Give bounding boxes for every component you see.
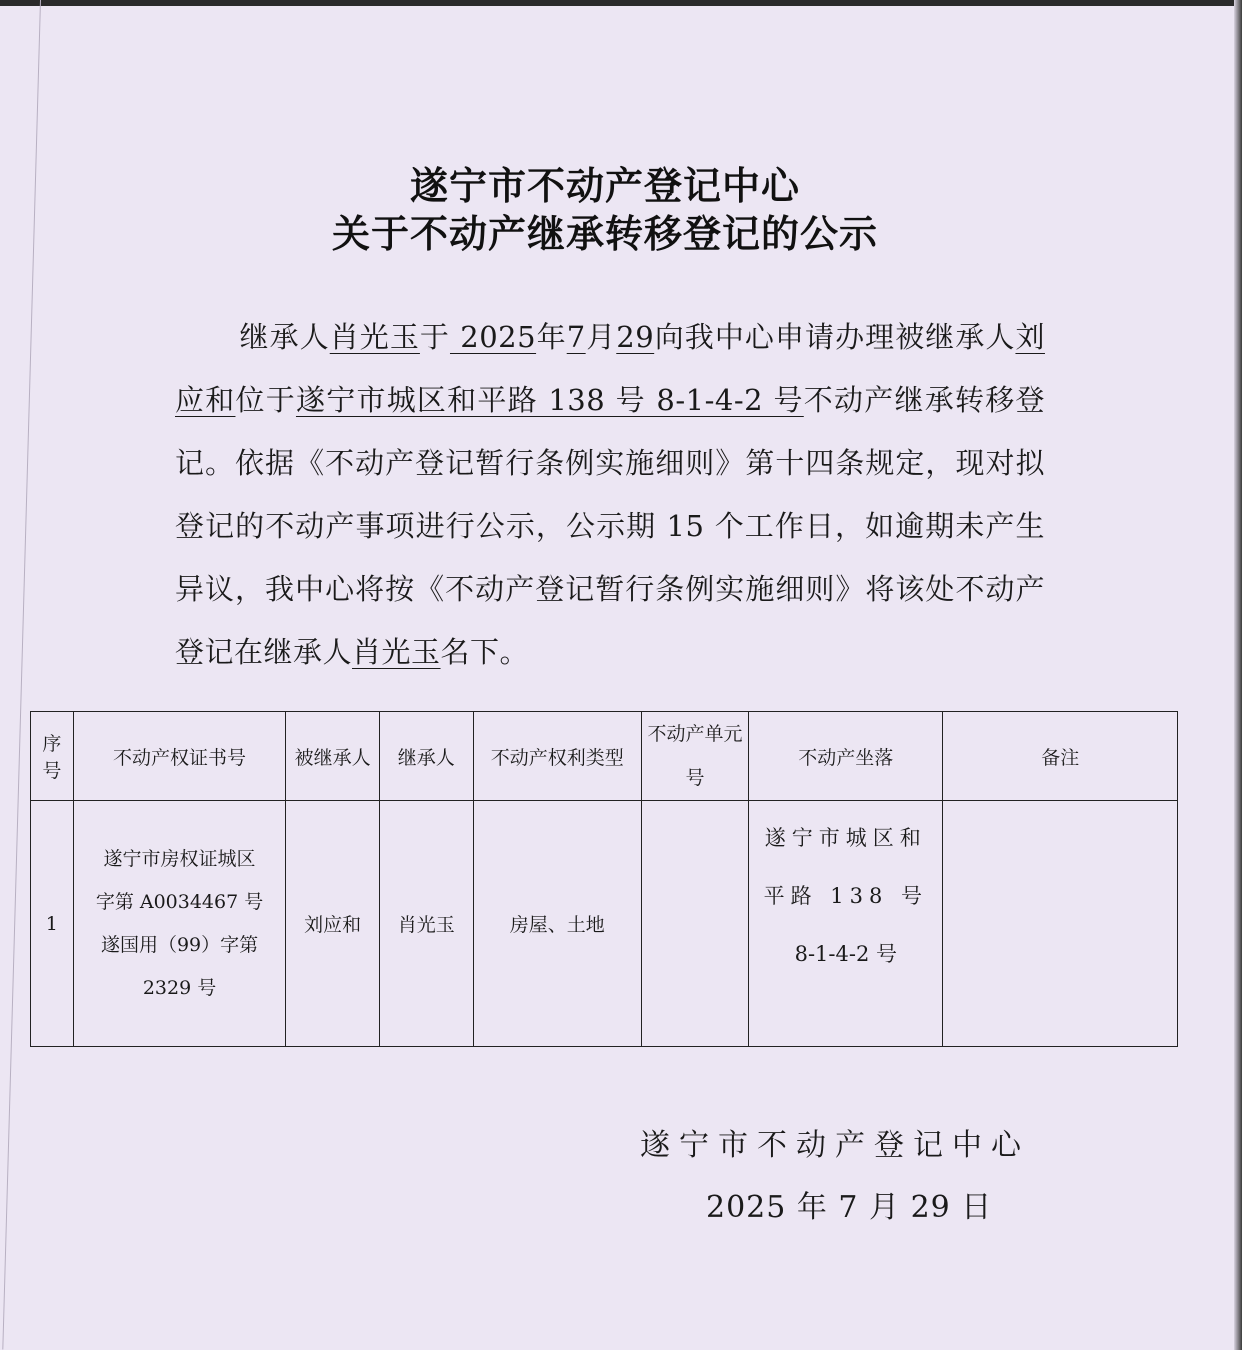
scan-edge-right (1234, 0, 1242, 1350)
issue-date: 2025 年 7 月 29 日 (706, 1190, 993, 1225)
header-unit-no: 不动产单元号 (641, 712, 748, 801)
cert-line: 遂宁市房权证城区 (103, 847, 256, 870)
apply-day: 29 (616, 320, 655, 354)
scan-edge-top (0, 0, 1242, 6)
body-text-segment: 继承人 (239, 320, 330, 354)
location-line: 8-1-4-2 号 (794, 942, 897, 966)
header-right-type: 不动产权利类型 (473, 712, 641, 801)
property-address: 遂宁市城区和平路 138 号 8-1-4-2 号 (295, 383, 804, 417)
cert-line: 遂国用（99）字第 (100, 933, 259, 956)
cell-cert-no (73, 801, 286, 1047)
notice-body (175, 306, 1045, 684)
cell-decedent: 刘应和 (286, 801, 380, 1047)
location-line: 遂宁市城区和 (764, 826, 927, 850)
table-row (31, 801, 1178, 1047)
header-location: 不动产坐落 (749, 712, 943, 801)
header-seq: 序号 (31, 712, 74, 801)
cell-location (749, 801, 943, 1047)
cell-unit-no (641, 801, 748, 1047)
apply-month: 7 (566, 320, 586, 354)
issuer-signature: 遂宁市不动产登记中心 (640, 1128, 1030, 1163)
cell-right-type: 房屋、土地 (473, 801, 641, 1047)
header-heir: 继承人 (379, 712, 473, 801)
header-decedent: 被继承人 (286, 712, 380, 801)
cert-line: 2329 号 (142, 976, 217, 999)
cert-line: 字第 A0034467 号 (95, 890, 264, 913)
body-text-segment: 月 (585, 320, 617, 354)
body-text-segment: 名下。 (440, 635, 530, 669)
cell-seq: 1 (31, 801, 74, 1047)
cell-heir: 肖光玉 (379, 801, 473, 1047)
body-text-segment: 不动产继承转移登记。依据《不动产登记暂行条例实施细则》第十四条规定，现对拟登记的不动产事项进行公示，公示期 15 个工作日，如逾期未产生异议，我中心将按《不动产登记暂行条例实施细则》将该处不动产登记在继承人 (175, 383, 1045, 669)
table-header-row (31, 712, 1178, 801)
body-text-segment: 年 (536, 320, 567, 354)
body-text-segment: 位于 (235, 383, 296, 417)
cell-remark (943, 801, 1178, 1047)
header-cert-no: 不动产权证书号 (73, 712, 286, 801)
body-text-segment: 于 (419, 320, 450, 354)
location-line: 平路 138 号 (763, 884, 929, 908)
apply-year: 2025 (449, 320, 537, 354)
header-remark: 备注 (943, 712, 1178, 801)
body-text-segment: 向我中心申请办理被继承人 (654, 320, 1016, 354)
heir-name: 肖光玉 (329, 320, 420, 354)
decedent-name: 刘应和 (175, 320, 1045, 417)
heir-name-repeat: 肖光玉 (352, 635, 441, 669)
property-records-table (30, 711, 1178, 1047)
notice-title-line-2: 关于不动产继承转移登记的公示 (331, 212, 878, 256)
notice-title-line-1: 遂宁市不动产登记中心 (409, 164, 800, 208)
